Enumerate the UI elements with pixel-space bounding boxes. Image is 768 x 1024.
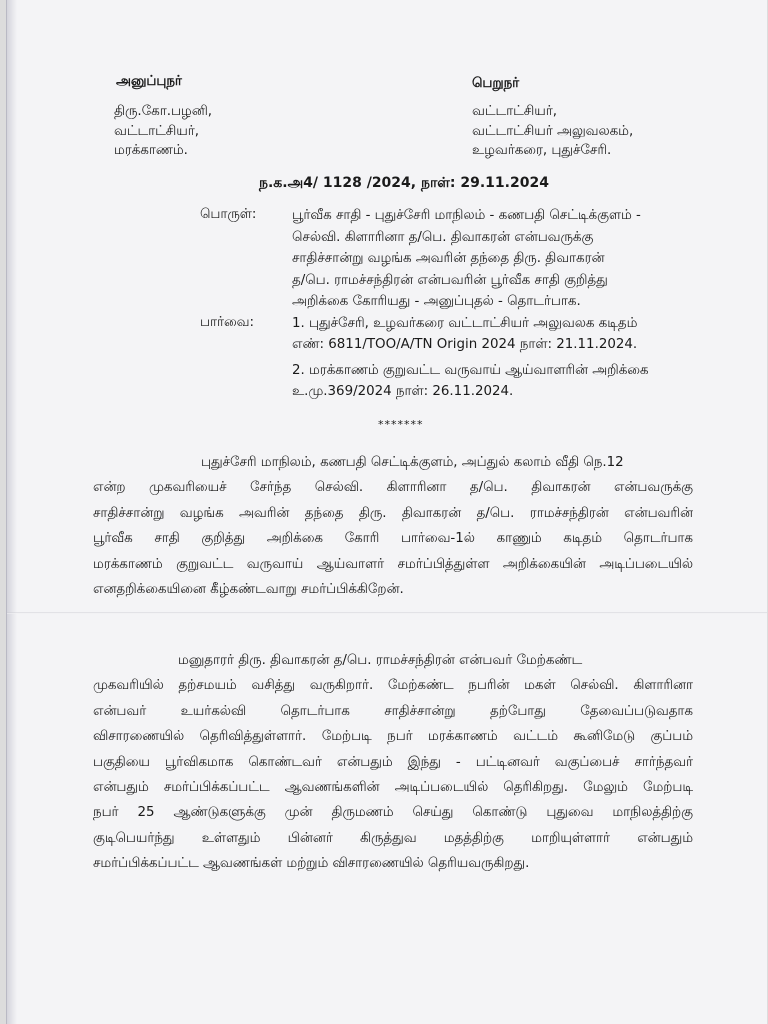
sender-line: மரக்காணம். (114, 143, 188, 158)
sender-line: திரு.கோ.பழனி, (114, 104, 212, 119)
sender-line: வட்டாட்சியர், (114, 123, 200, 139)
paragraph-line: எனதறிக்கையினை கீழ்கண்டவாறு சமர்ப்பிக்கிறேன். (93, 582, 404, 598)
subject-line: அறிக்கை கோரியது - அனுப்புதல் - தொடர்பாக. (292, 294, 581, 309)
reference-number: ந.க.அ4/ 1128 /2024, நாள்: 29.11.2024 (259, 175, 549, 191)
sender-heading: அனுப்புநர் (116, 74, 182, 89)
recipient-line: உழவர்கரை, புதுச்சேரி. (472, 143, 612, 158)
subject-line: பூர்வீக சாதி - புதுச்சேரி மாநிலம் - கணபதி செட்டிக்குளம் - (292, 208, 641, 223)
reference-line: 2. மரக்காணம் குறுவட்ட வருவாய் ஆய்வாளரின் அறிக்கை (292, 363, 649, 378)
letter-page (6, 0, 767, 1024)
paragraph-line: குடிபெயர்ந்து உள்ளதும் பின்னர் கிருத்துவ மதத்திற்கு மாறியுள்ளார் என்பதும் (93, 830, 693, 846)
subject-line: சாதிச்சான்று வழங்க அவரின் தந்தை திரு. திவாகரன் (292, 251, 605, 266)
recipient-line: வட்டாட்சியர், (472, 104, 558, 119)
paragraph-line: மரக்காணம் குறுவட்ட வருவாய் ஆய்வாளர் சமர்ப்பித்துள்ள அறிக்கையின் அடிப்படையில் (93, 556, 693, 572)
section-separator: ******* (378, 418, 424, 431)
paragraph-line: என்பவர் உயர்கல்வி தொடர்பாக சாதிச்சான்று தற்போது தேவைப்படுவதாக (93, 703, 693, 719)
reference-line: உ.மு.369/2024 நாள்: 26.11.2024. (292, 384, 514, 399)
subject-label: பொருள்: (200, 207, 257, 222)
reference-label: பார்வை: (200, 315, 254, 330)
paragraph-line: மனுதாரர் திரு. திவாகரன் த/பெ. ராமச்சந்திரன் என்பவர் மேற்கண்ட (178, 653, 583, 668)
paragraph-line: சமர்ப்பிக்கப்பட்ட ஆவணங்கள் மற்றும் விசாரணையில் தெரியவருகிறது. (93, 856, 530, 872)
subject-text (292, 205, 690, 313)
paragraph-line: சாதிச்சான்று வழங்க அவரின் தந்தை திரு. திவாகரன் த/பெ. ராமச்சந்திரன் என்பவரின் (93, 505, 693, 521)
paragraph-line: புதுச்சேரி மாநிலம், கணபதி செட்டிக்குளம், அப்துல் கலாம் வீதி நெ.12 (201, 455, 624, 470)
paragraph-line: விசாரணையில் தெரிவித்துள்ளார். மேற்படி நபர் மரக்காணம் வட்டம் கூனிமேடு குப்பம் (93, 729, 693, 745)
reference-item-1 (292, 313, 637, 355)
body-paragraph-1 (93, 450, 693, 602)
paragraph-line: முகவரியில் தற்சமயம் வசித்து வருகிறார். மேற்கண்ட நபரின் மகள் செல்வி. கிளாரினா (93, 678, 693, 694)
reference-item-2 (292, 360, 649, 402)
paper-fold-line (7, 612, 767, 614)
body-paragraph-2 (93, 648, 693, 877)
sender-address (114, 102, 212, 161)
recipient-heading: பெறுநர் (472, 76, 520, 91)
subject-line: த/பெ. ராமச்சந்திரன் என்பவரின் பூர்வீக சாதி குறித்து (292, 272, 608, 288)
recipient-address (472, 102, 633, 161)
recipient-line: வட்டாட்சியர் அலுவலகம், (472, 123, 634, 139)
paragraph-line: என்ற முகவரியைச் சேர்ந்த செல்வி. கிளாரினா த/பெ. திவாகரன் என்பவருக்கு (93, 480, 693, 496)
reference-line: 1. புதுச்சேரி, உழவர்கரை வட்டாட்சியர் அலுவலக கடிதம் (292, 316, 638, 331)
reference-line: எண்: 6811/TOO/A/TN Origin 2024 நாள்: 21.11.2024. (292, 337, 638, 352)
paragraph-line: பூர்வீக சாதி குறித்து அறிக்கை கோரி பார்வை-1ல் காணும் கடிதம் தொடர்பாக (93, 531, 693, 547)
paragraph-line: நபர் 25 ஆண்டுகளுக்கு முன் திருமணம் செய்து கொண்டு புதுவை மாநிலத்திற்கு (93, 805, 693, 821)
subject-line: செல்வி. கிளாரினா த/பெ. திவாகரன் என்பவருக்கு (292, 229, 594, 245)
paragraph-line: பகுதியை பூர்விகமாக கொண்டவர் என்பதும் இந்து - பட்டினவர் வகுப்பைச் சார்ந்தவர் (93, 754, 693, 770)
paragraph-line: என்பதும் சமர்ப்பிக்கப்பட்ட ஆவணங்களின் அடிப்படையில் தெரிகிறது. மேலும் மேற்படி (93, 780, 693, 796)
